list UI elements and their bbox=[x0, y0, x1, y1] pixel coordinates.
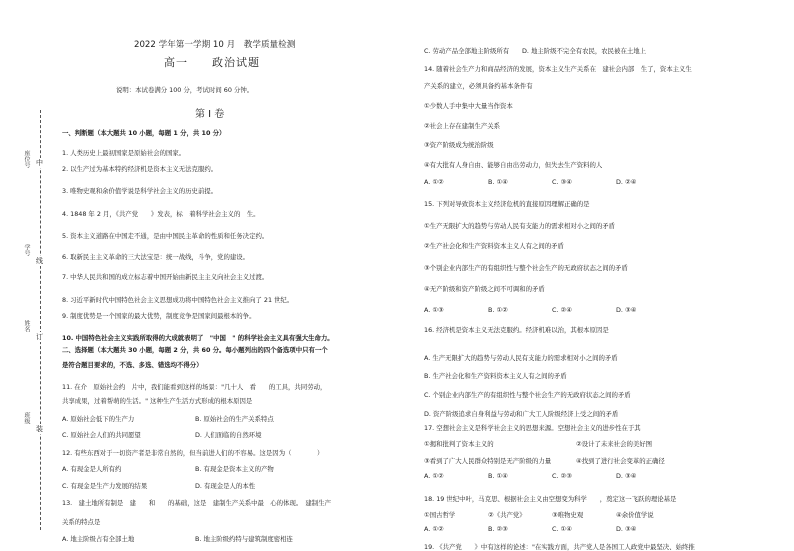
right-line: 15. 下列对导致资本主义经济危机的直接原因理解正确的是 bbox=[424, 200, 590, 208]
right-line: B. 生产社会化和生产资料资本主义人有之间的矛盾 bbox=[424, 372, 567, 380]
right-line: C. ②③ bbox=[552, 472, 572, 480]
right-line: 产关系的建立，必须具备约基本条件有 bbox=[424, 82, 533, 90]
cut-line bbox=[40, 110, 41, 530]
left-line: C. 有现金是生产力发展的结果 bbox=[62, 482, 148, 490]
left-line: 关系的特点是 bbox=[62, 518, 101, 526]
right-line: C. ②④ bbox=[552, 306, 572, 314]
right-line: B. ①② bbox=[488, 306, 508, 314]
right-line: A. ①② bbox=[424, 472, 444, 480]
left-line: D. 人们面临的自然环境 bbox=[195, 431, 262, 439]
right-line: ③看到了广大人民群众特别是无产阶级的力量 bbox=[424, 457, 552, 465]
seat-number-label: 座位号 bbox=[23, 150, 30, 168]
left-line: 共享成果，过着帮萌的生活。" 这种生产生活方式形成的根本原因是 bbox=[62, 397, 253, 405]
right-line: A. ①② bbox=[424, 178, 444, 186]
right-line: 18. 19 世纪中叶，马克思、根据社会主义由空想变为科学 ，奠定这一飞跃的理论基是 bbox=[424, 495, 677, 503]
left-line: 11. 在介 原始社会约 片中，我们能看到这样的场景："几十人 看 的工具，共同劳动， bbox=[62, 383, 327, 391]
left-line: B. 地主阶级约特与建筑制度密相连 bbox=[195, 535, 293, 543]
right-line: 17. 空想社会主义是科学社会主义的思想来源。空想社会主义的进步性在于其 bbox=[424, 424, 641, 432]
class-label: 班级 bbox=[23, 412, 30, 424]
left-line: 13. 建土地所有制是 建 和 的基础，这是 建制生产关系中最 心的体现。 建制生产 bbox=[62, 499, 331, 507]
right-line: D. 资产阶级追求自身利益与劳动和广大工人阶级经济上受之间的矛盾 bbox=[424, 410, 619, 418]
left-line: 10. 中国特色社会主义实践所取得的大成就表明了 "中国 " 的科学社会主义具有强大生命力。 bbox=[62, 334, 334, 342]
right-line: A. 生产无限扩大的趋势与劳动人民有支能力的需求相对小之间的矛盾 bbox=[424, 354, 618, 362]
right-line: C. 个别企业内部生产的有组织性与整个社会生产的无政府状态之间的矛盾 bbox=[424, 391, 631, 399]
left-line: 1. 人类历史上最初国家是原始社会的国家。 bbox=[62, 149, 186, 157]
volume-title: 第 Ⅰ 卷 bbox=[195, 109, 225, 120]
right-line: A. ①③ bbox=[424, 306, 444, 314]
right-line: D. ②④ bbox=[616, 178, 637, 186]
left-line: B. 有现金是资本主义的产物 bbox=[195, 465, 274, 473]
left-line: A. 地主阶级占有全部土地 bbox=[62, 535, 135, 543]
right-line: ④余价值学说 bbox=[616, 511, 654, 519]
right-line: ②社会上存在建制生产关系 bbox=[424, 122, 501, 130]
left-line: 5. 资本主义道路在中国走不通，是由中国民主革命的性质和任务决定约。 bbox=[62, 232, 269, 240]
right-line: 16. 经济机是资本主义无法克服约。经济机难以治，其根本原因是 bbox=[424, 326, 609, 334]
left-line: 2. 以生产过为基本特约经济机是资本主义无法克服约。 bbox=[62, 165, 218, 173]
left-line: 12. 有些东西对于一切资产者是非常自然的，但当前进人们的不容易。这是因为（ ） bbox=[62, 449, 324, 457]
right-line: ④无产阶级和资产阶级之间不可调和的矛盾 bbox=[424, 285, 545, 293]
right-line: ①生产无限扩大的趋势与劳动人民有支能力的需求相对小之间的矛盾 bbox=[424, 222, 616, 230]
left-line: 4. 1848 年 2 月，《共产党 》发表，标 着科学社会主义的 生。 bbox=[62, 210, 260, 218]
left-line: 3. 唯物史观和余价值学说是科学社会主义的历史前提。 bbox=[62, 187, 218, 195]
right-line: C. ①④ bbox=[552, 525, 572, 533]
left-line: C. 原始社会人们的共同愿望 bbox=[62, 431, 141, 439]
exam-note: 说明：本试卷满分 100 分，考试时间 60 分钟。 bbox=[116, 86, 254, 94]
cut-char: 中 bbox=[36, 159, 43, 167]
right-line: ③个别企业内部生产的有组织性与整个社会生产的无政府状态之间的矛盾 bbox=[424, 264, 628, 272]
right-line: ③唯物史观 bbox=[552, 511, 584, 519]
right-line: A. ①② bbox=[424, 525, 444, 533]
right-line: ④有大批有人身自由、能够自由出劳动力，但失去生产资料的人 bbox=[424, 161, 603, 169]
cut-char: 订 bbox=[36, 333, 43, 341]
left-line: 二、选择题（本大题共 30 小题，每题 2 分，共 60 分。每小题列出的四个备选项中只有一个 bbox=[62, 346, 328, 354]
right-line: D. ③④ bbox=[616, 525, 637, 533]
left-line: A. 有现金是人所有约 bbox=[62, 465, 122, 473]
left-line: B. 原始社会的生产关系特点 bbox=[195, 415, 274, 423]
right-line: ④找到了进行社会变革的正确径 bbox=[576, 457, 665, 465]
right-line: ②设计了未来社会的美好图 bbox=[576, 440, 653, 448]
cut-char: 线 bbox=[36, 257, 43, 265]
right-line: B. ②③ bbox=[488, 525, 508, 533]
right-line: ①少数人手中集中大量当作资本 bbox=[424, 102, 513, 110]
right-line: ①国古哲学 bbox=[424, 511, 456, 519]
exam-title: 2022 学年第一学期 10 月 教学质量检测 bbox=[134, 40, 296, 50]
exam-subtitle: 高一 政治试题 bbox=[164, 56, 260, 69]
right-line: B. ①④ bbox=[488, 472, 508, 480]
left-line: 一、判断题（本大题共 10 小题，每题 1 分，共 10 分） bbox=[62, 129, 226, 137]
right-line: ①揭和批判了资本主义的 bbox=[424, 440, 494, 448]
left-line: 是符合题目要求的，不选、多选、错选均不得分） bbox=[62, 361, 203, 369]
right-line: ③资产阶级成为统治阶级 bbox=[424, 141, 494, 149]
right-line: ②《共产党》 bbox=[488, 511, 526, 519]
student-id-label: 学号 bbox=[23, 244, 30, 256]
cut-char: 装 bbox=[36, 425, 43, 433]
right-line: D. ③④ bbox=[616, 472, 637, 480]
left-line: 7. 中华人民共和国的成立标志着中国开始由新民主主义向社会主义过渡。 bbox=[62, 273, 269, 281]
right-line: C. 劳动产品全部地主阶级所有 D. 地主阶级不完全有农民，农民被在土地上 bbox=[424, 47, 647, 55]
name-label: 姓名 bbox=[23, 320, 30, 332]
left-line: A. 原始社会低下的生产力 bbox=[62, 415, 135, 423]
left-line: 8. 习近平新时代中国特色社会主义思想成功将中国特色社会主义推向了 21 世纪。 bbox=[62, 296, 294, 304]
right-line: 19. 《共产党 》中有这样的论述："在实践方面，共产党人是各国工人政党中最坚决、始终推 bbox=[424, 543, 695, 551]
right-line: B. ①④ bbox=[488, 178, 508, 186]
right-line: 14. 随着社会生产力和商品经济的发展，资本主义生产关系在 建社会内部 生了，资本主义生 bbox=[424, 65, 692, 73]
left-line: 6. 取新民主主义革命的三大法宝是：统一战线，斗争，党的建设。 bbox=[62, 253, 250, 261]
left-line: 9. 制度优势是一个国家的最大优势，制度竞争是国家间最根本的争。 bbox=[62, 312, 256, 320]
right-line: ②生产社会化和生产资料资本主义人有之间的矛盾 bbox=[424, 242, 564, 250]
right-line: C. ③④ bbox=[552, 178, 572, 186]
right-line: D. ③④ bbox=[616, 306, 637, 314]
left-line: D. 有现金是人的本性 bbox=[195, 482, 256, 490]
